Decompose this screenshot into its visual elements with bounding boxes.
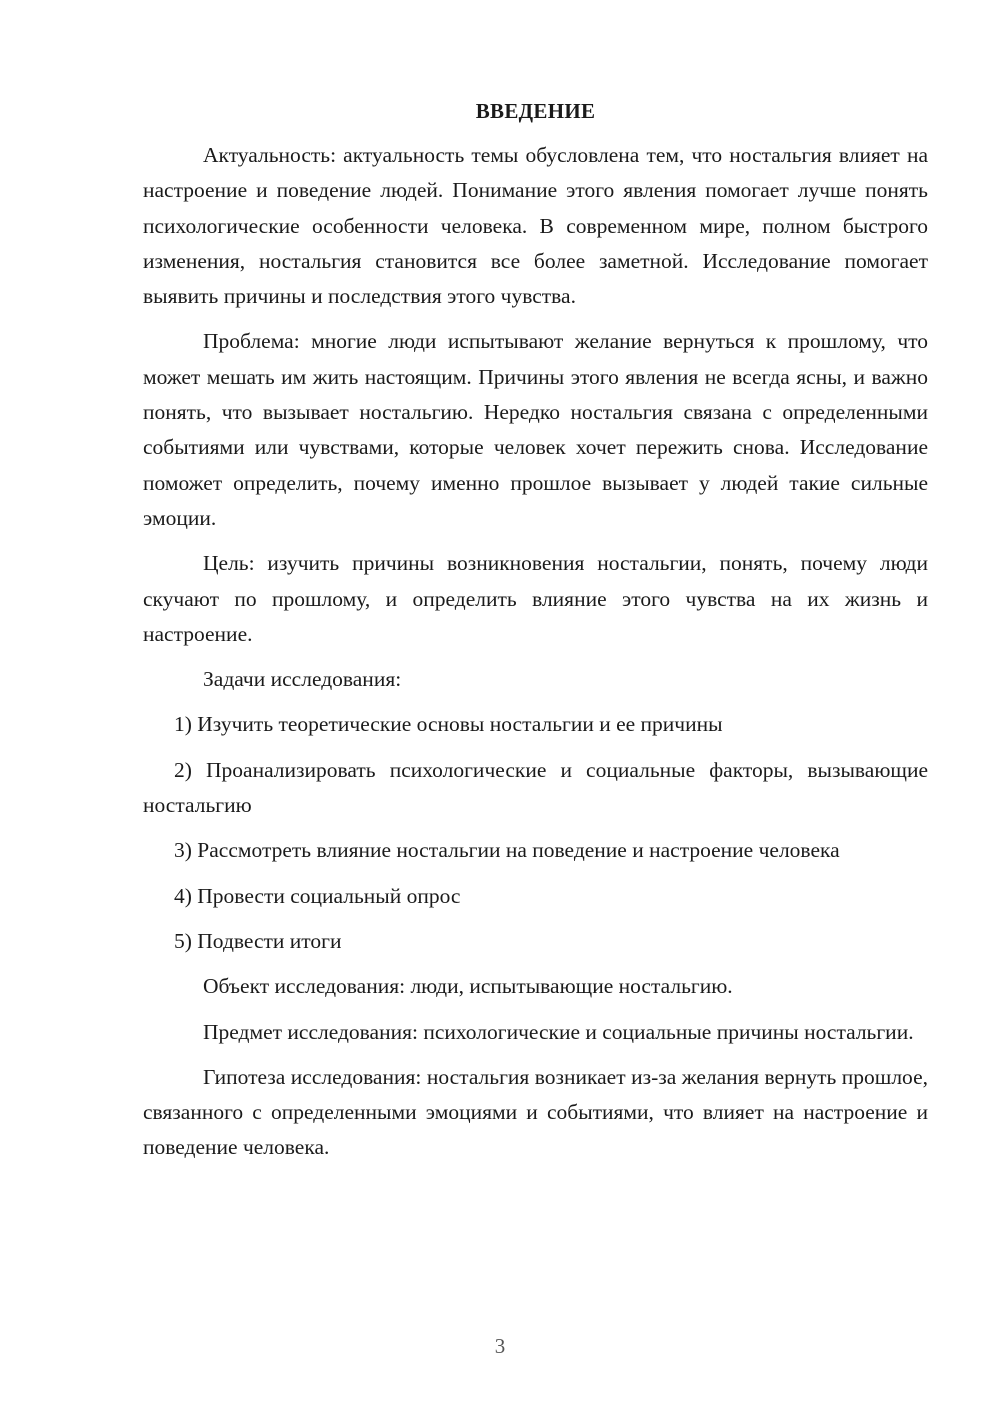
list-item: 3) Рассмотреть влияние ностальгии на поведение и настроение человека	[174, 838, 840, 863]
section-title: ВВЕДЕНИЕ	[475, 99, 596, 123]
page-number: 3	[494, 1334, 506, 1358]
paragraph-subject: Предмет исследования: психологические и социальные причины ностальгии.	[203, 1019, 914, 1044]
paragraph-tasks-intro: Задачи исследования:	[203, 667, 402, 692]
task-list	[143, 707, 928, 959]
paragraph-problem: Проблема: многие люди испытывают желание вернуться к прошлому, что может мешать им жить настоящим. Причины этого явления не всегда ясны, и важно понять, что вызывает ностальгию. Нередко ностальгия связана с определенными событиями или чувствами, которые человек хочет пережить снова. Исследование поможет определить, почему именно прошлое вызывает у людей такие сильные эмоции.	[143, 329, 928, 530]
paragraph-goal: Цель: изучить причины возникновения ностальгии, понять, почему люди скучают по прошлому, и определить влияние этого чувства на их жизнь и настроение.	[143, 551, 928, 646]
list-item: 1) Изучить теоретические основы ностальгии и ее причины	[174, 712, 723, 737]
paragraph-relevance: Актуальность: актуальность темы обусловлена тем, что ностальгия влияет на настроение и поведение людей. Понимание этого явления помогает лучше понять психологические особенности человека. В современном мире, полном быстрого изменения, ностальгия становится все более заметной. Исследование помогает выявить причины и последствия этого чувства.	[143, 143, 928, 309]
list-item: 2) Проанализировать психологические и социальные факторы, вызывающие ностальгию	[143, 757, 928, 818]
list-item: 5) Подвести итоги	[174, 928, 342, 953]
list-item: 4) Провести социальный опрос	[174, 883, 461, 908]
paragraph-hypothesis: Гипотеза исследования: ностальгия возникает из-за желания вернуть прошлое, связанного с определенными эмоциями и событиями, что влияет на настроение и поведение человека.	[143, 1064, 928, 1160]
paragraph-object: Объект исследования: люди, испытывающие ностальгию.	[203, 974, 733, 999]
document-page	[143, 96, 928, 1176]
